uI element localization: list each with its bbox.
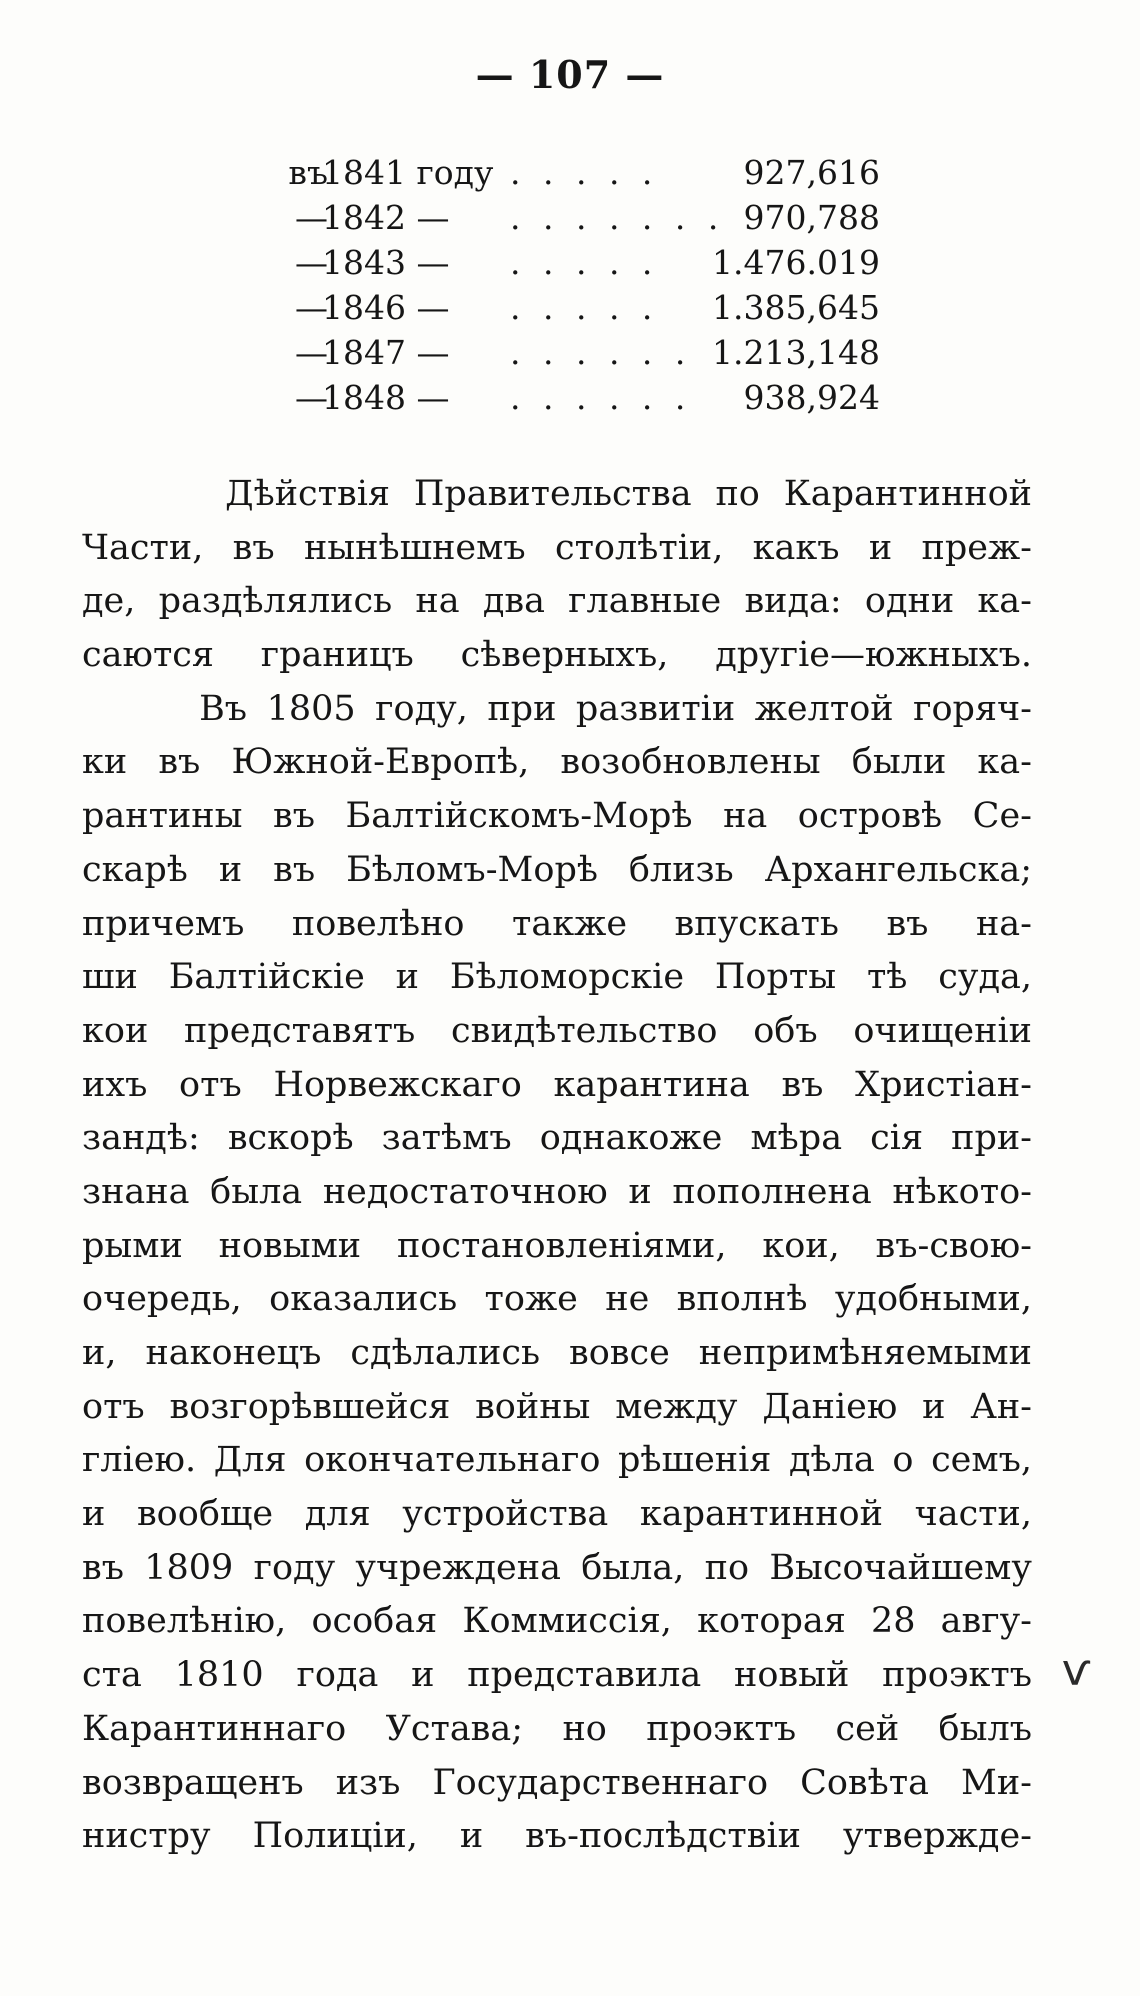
row-year: 1842 —: [322, 198, 450, 237]
text-line: гліею. Для окончательнаго рѣшенія дѣла о семъ,: [82, 1440, 1032, 1481]
text-line: рыми новыми постановленіями, кои, въ-свою-: [82, 1225, 1032, 1266]
row-leader-dots: . . . . . .: [510, 378, 692, 417]
text-line: скарѣ и въ Бѣломъ-Морѣ близь Архангельска;: [82, 849, 1032, 890]
text-line: саются границъ сѣверныхъ, другіе—южныхъ.: [82, 635, 1032, 676]
text-line: ихъ отъ Норвежскаго карантина въ Христіан-: [82, 1064, 1032, 1105]
row-value: 1.213,148: [712, 333, 880, 372]
table-row: [260, 330, 880, 375]
row-leader-dots: . . . . .: [510, 288, 659, 327]
text-line: зандѣ: вскорѣ затѣмъ однакоже мѣра сія при-: [82, 1118, 1032, 1159]
text-line: Части, въ нынѣшнемъ столѣтіи, какъ и преж-: [82, 527, 1032, 568]
text-line: Въ 1805 году, при развитіи желтой горяч-: [82, 688, 1032, 729]
text-line: ста 1810 года и представила новый проэктъ: [82, 1655, 1032, 1696]
table-row: [260, 285, 880, 330]
text-line: и вообще для устройства карантинной части,: [82, 1494, 1032, 1535]
table-row: [260, 375, 880, 420]
table-row: [260, 240, 880, 285]
table-row: [260, 195, 880, 240]
text-line: знана была недостаточною и пополнена нѣкото-: [82, 1171, 1032, 1212]
text-line: въ 1809 году учреждена была, по Высочайшему: [82, 1547, 1032, 1588]
row-prefix: въ: [288, 153, 328, 192]
row-leader-dots: . . . . . .: [510, 333, 692, 372]
row-year: 1846 —: [322, 288, 450, 327]
yearly-statistics-table: [260, 150, 880, 420]
row-value: 970,788: [743, 198, 880, 237]
text-line: и, наконецъ сдѣлались вовсе непримѣняемыми: [82, 1333, 1032, 1373]
text-line: причемъ повелѣно также впускать въ на-: [82, 903, 1032, 944]
text-line: ши Балтійскіе и Бѣломорскіе Порты тѣ суда,: [82, 957, 1032, 998]
text-line: рантины въ Балтійскомъ-Морѣ на островѣ Се-: [82, 796, 1032, 837]
row-prefix: —: [295, 288, 328, 327]
row-prefix: —: [295, 243, 328, 282]
text-line: отъ возгорѣвшейся войны между Даніею и Ан-: [82, 1386, 1032, 1427]
table-row: [260, 150, 880, 195]
row-value: 1.476.019: [712, 243, 880, 282]
text-line: возвращенъ изъ Государственнаго Совѣта Ми-: [82, 1762, 1032, 1803]
text-line: Карантиннаго Устава; но проэктъ сей былъ: [82, 1708, 1032, 1749]
row-year: 1848 —: [322, 378, 450, 417]
text-line: Дѣйствія Правительства по Карантинной: [82, 474, 1032, 514]
text-line: нистру Полиціи, и въ-послѣдствіи утвержде-: [82, 1816, 1032, 1857]
text-line: ки въ Южной-Европѣ, возобновлены были ка-: [82, 742, 1032, 783]
row-leader-dots: . . . . .: [510, 153, 659, 192]
row-value: 927,616: [743, 153, 880, 192]
row-value: 1.385,645: [712, 288, 880, 327]
row-prefix: —: [295, 333, 328, 372]
text-line: кои представятъ свидѣтельство объ очищеніи: [82, 1010, 1032, 1051]
row-leader-dots: . . . . . . .: [510, 198, 725, 237]
page-number: — 107 —: [475, 52, 665, 97]
text-line: очередь, оказались тоже не вполнѣ удобными,: [82, 1279, 1032, 1320]
body-paragraphs: [82, 468, 1032, 1864]
row-prefix: —: [295, 378, 328, 417]
row-year: 1841 году: [322, 153, 494, 192]
row-prefix: —: [295, 198, 328, 237]
row-leader-dots: . . . . .: [510, 243, 659, 282]
row-year: 1843 —: [322, 243, 450, 282]
text-line: де, раздѣлялись на два главные вида: одни ка-: [82, 581, 1032, 622]
row-value: 938,924: [743, 378, 880, 417]
text-line: повелѣнію, особая Коммиссія, которая 28 авгу-: [82, 1601, 1032, 1642]
row-year: 1847 —: [322, 333, 450, 372]
handwritten-margin-mark: ѵ: [1062, 1645, 1092, 1696]
